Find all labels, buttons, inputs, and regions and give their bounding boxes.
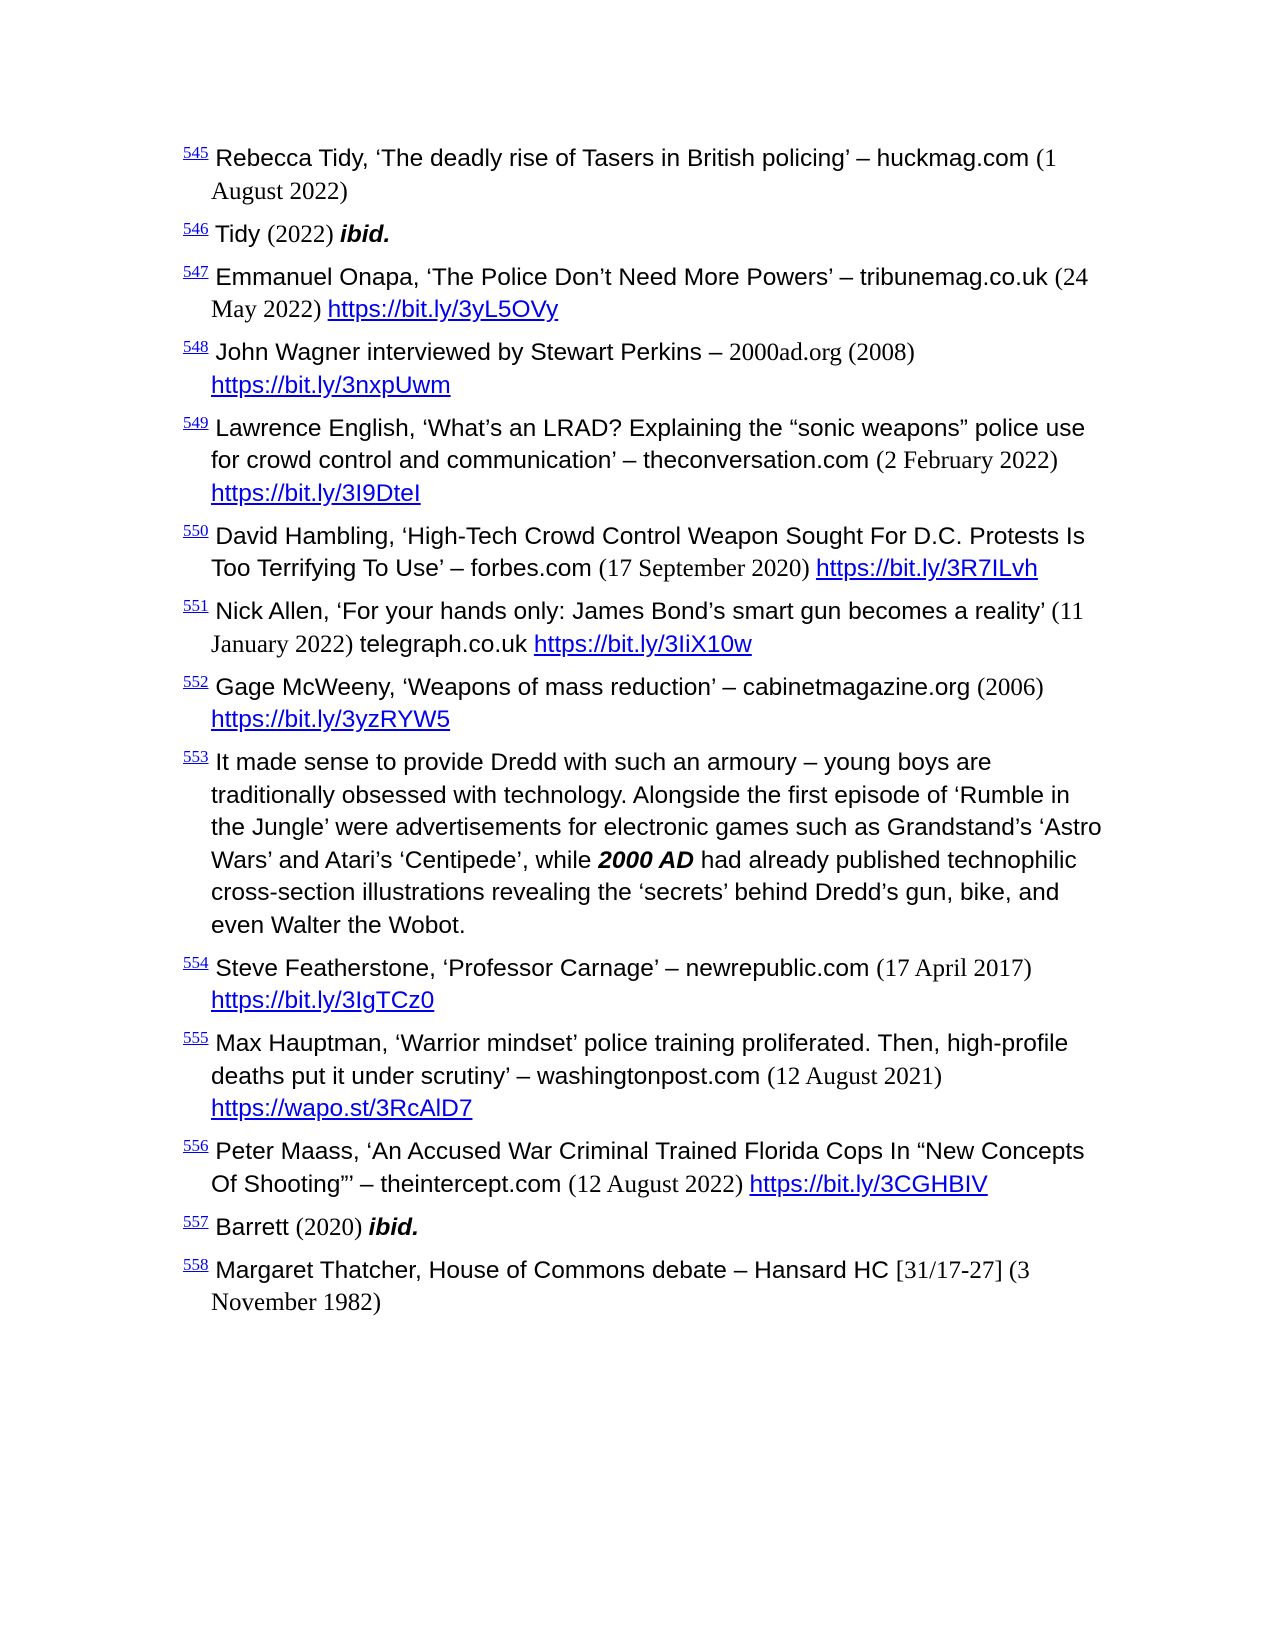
citation-text: Margaret Thatcher, House of Commons debate – Hansard HC bbox=[215, 1256, 896, 1284]
endnote-number-link[interactable]: 554 bbox=[183, 952, 209, 972]
source-link[interactable]: https://bit.ly/3CGHBIV bbox=[749, 1170, 988, 1198]
endnote-number-link[interactable]: 556 bbox=[183, 1136, 209, 1155]
endnote-number-link[interactable]: 545 bbox=[183, 143, 209, 162]
endnote-number-link[interactable]: 555 bbox=[183, 1028, 209, 1047]
endnote-550 bbox=[183, 521, 1103, 586]
endnote-number-link[interactable]: 547 bbox=[183, 261, 209, 281]
citation-date: (24 May 2022) bbox=[211, 263, 1088, 323]
citation-date: (17 April 2017) bbox=[876, 954, 1032, 982]
citation-text: John Wagner interviewed by Stewart Perkins – bbox=[215, 339, 730, 366]
citation-date: (2006) bbox=[977, 673, 1044, 701]
endnote-548 bbox=[183, 337, 1103, 402]
endnote-551 bbox=[183, 596, 1103, 661]
endnote-556 bbox=[183, 1136, 1103, 1201]
citation-text: Rebecca Tidy, ‘The deadly rise of Tasers in British policing’ – huckmag.com bbox=[215, 145, 1036, 172]
source-link[interactable]: https://bit.ly/3IiX10w bbox=[533, 630, 752, 658]
source-link[interactable]: https://bit.ly/3I9DteI bbox=[211, 479, 421, 507]
endnote-number-link[interactable]: 558 bbox=[183, 1254, 209, 1274]
endnote-547 bbox=[183, 262, 1103, 327]
citation-date: (1 August 2022) bbox=[211, 145, 1057, 205]
citation-text: Steve Featherstone, ‘Professor Carnage’ – newrepublic.com bbox=[215, 954, 877, 982]
source-link[interactable]: https://wapo.st/3RcAlD7 bbox=[211, 1095, 473, 1122]
endnote-558 bbox=[183, 1255, 1103, 1320]
endnote-number-link[interactable]: 552 bbox=[183, 671, 209, 691]
endnote-557 bbox=[183, 1212, 1103, 1245]
citation-date: (2020) bbox=[295, 1213, 369, 1241]
citation-text: Lawrence English, ‘What’s an LRAD? Explaining the “sonic weapons” police use for crowd control and communication’ – theconversation.com bbox=[211, 414, 1086, 474]
citation-date: [31/17-27] (3 November 1982) bbox=[211, 1256, 1030, 1316]
endnote-553 bbox=[183, 747, 1103, 942]
endnote-number-link[interactable]: 553 bbox=[183, 747, 209, 766]
citation-text: Max Hauptman, ‘Warrior mindset’ police training proliferated. Then, high-profile deaths put it under scrutiny’ – washingtonpost.com bbox=[211, 1030, 1069, 1090]
citation-date: (11 January 2022) bbox=[211, 598, 1084, 658]
endnote-number-link[interactable]: 551 bbox=[183, 596, 209, 615]
citation-text: telegraph.co.uk bbox=[359, 630, 534, 658]
source-link[interactable]: https://bit.ly/3yL5OVy bbox=[327, 296, 559, 323]
endnote-554 bbox=[183, 953, 1103, 1018]
citation-text: had already published technophilic cross-section illustrations revealing the ‘secrets’ behind Dredd’s gun, bike, and even Walter the Wobot. bbox=[211, 846, 1077, 939]
citation-date: (12 August 2021) bbox=[767, 1062, 943, 1090]
endnote-555 bbox=[183, 1028, 1103, 1126]
citation-text: Emmanuel Onapa, ‘The Police Don’t Need More Powers’ – tribunemag.co.uk bbox=[215, 263, 1055, 291]
citation-text: Peter Maass, ‘An Accused War Criminal Trained Florida Cops In “New Concepts Of Shooting”’ – theintercept.com bbox=[211, 1138, 1085, 1198]
source-link[interactable]: https://bit.ly/3yzRYW5 bbox=[211, 706, 451, 733]
endnote-number-link[interactable]: 557 bbox=[183, 1211, 209, 1231]
emphasis-text: ibid. bbox=[339, 220, 391, 248]
citation-date: (2 February 2022) bbox=[876, 447, 1058, 474]
citation-date: (2022) bbox=[267, 220, 340, 248]
emphasis-text: 2000 AD bbox=[598, 846, 694, 874]
citation-date: 2000ad.org (2008) bbox=[729, 339, 915, 366]
endnote-number-link[interactable]: 548 bbox=[183, 337, 209, 356]
citation-date: (17 September 2020) bbox=[598, 555, 816, 582]
endnote-549 bbox=[183, 413, 1103, 511]
endnote-number-link[interactable]: 550 bbox=[183, 520, 209, 540]
citation-text: Gage McWeeny, ‘Weapons of mass reduction’ – cabinetmagazine.org bbox=[215, 673, 978, 701]
source-link[interactable]: https://bit.ly/3IgTCz0 bbox=[211, 987, 435, 1014]
citation-text: Tidy bbox=[214, 220, 268, 248]
source-link[interactable]: https://bit.ly/3R7ILvh bbox=[815, 555, 1038, 582]
citation-text: David Hambling, ‘High-Tech Crowd Control Weapon Sought For D.C. Protests Is Too Terrifying To Use’ – forbes.com bbox=[211, 522, 1085, 582]
endnote-number-link[interactable]: 549 bbox=[183, 412, 209, 432]
endnotes-list bbox=[183, 143, 1103, 1330]
endnote-552 bbox=[183, 672, 1103, 737]
citation-text: Nick Allen, ‘For your hands only: James Bond’s smart gun becomes a reality’ bbox=[215, 598, 1052, 625]
endnote-546 bbox=[183, 219, 1103, 252]
endnote-545 bbox=[183, 143, 1103, 208]
emphasis-text: ibid. bbox=[368, 1213, 419, 1241]
citation-text: Barrett bbox=[215, 1213, 296, 1241]
endnote-number-link[interactable]: 546 bbox=[183, 218, 209, 238]
citation-text: It made sense to provide Dredd with such an armoury – young boys are traditionally obsessed with technology. Alongside the first episode of ‘Rumble in the Jungle’ were advertisements for electronic games such as Grandstand’s ‘Astro Wars’ and Atari’s ‘Centipede’, while bbox=[211, 749, 1102, 874]
source-link[interactable]: https://bit.ly/3nxpUwm bbox=[211, 371, 451, 399]
citation-date: (12 August 2022) bbox=[568, 1170, 750, 1198]
